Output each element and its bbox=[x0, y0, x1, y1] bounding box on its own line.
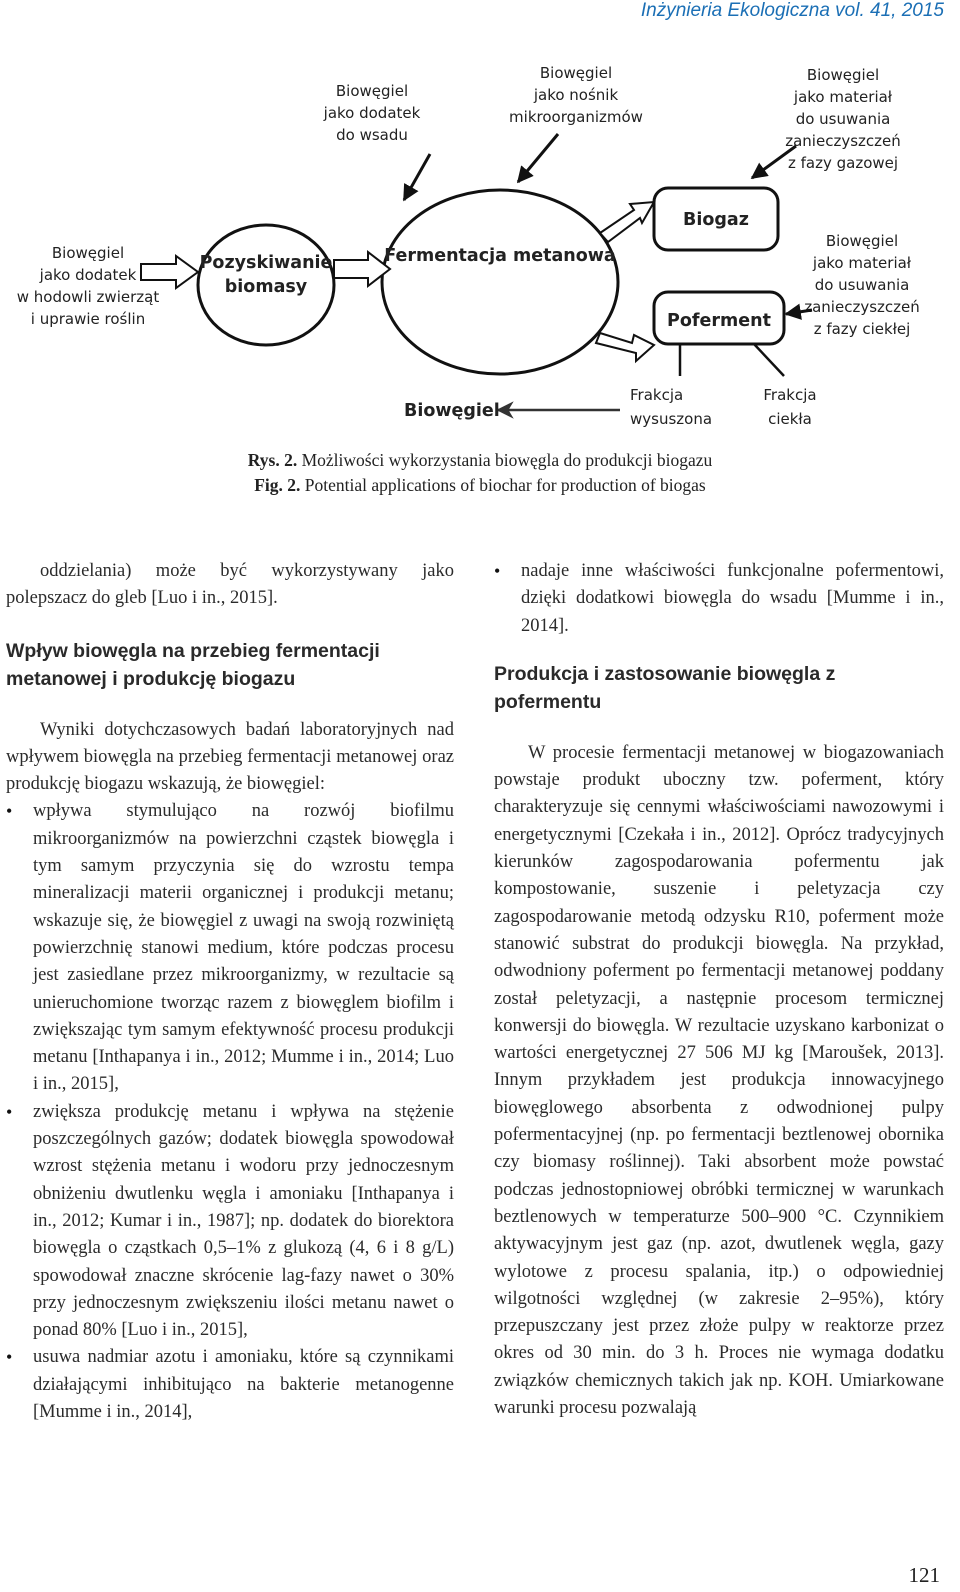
svg-text:mikroorganizmów: mikroorganizmów bbox=[509, 108, 643, 126]
svg-text:biomasy: biomasy bbox=[224, 277, 308, 297]
svg-text:wysuszona: wysuszona bbox=[630, 410, 713, 428]
bullet-item-4: • nadaje inne właściwości funkcjonalne pofermentowi, dzięki dodatkowi biowęgla do wsadu [Mumme i in., 2014]. bbox=[494, 558, 944, 640]
caption-pl-label: Rys. 2. bbox=[247, 450, 298, 470]
journal-header: Inżynieria Ekologiczna vol. 41, 2015 bbox=[640, 0, 944, 21]
bullet-item-3: • usuwa nadmiar azotu i amoniaku, które są czynnikami działającymi inhibitująco na bakterie metanogenne [Mumme i in., 2014], bbox=[6, 1344, 454, 1426]
bullet-item-1: • wpływa stymulująco na rozwój biofilmu mikroorganizmów na powierzchni cząstek biowęgla i tym samym przyczynia się do wzrostu tempa mineralizacji materii organicznej i produkcji metanu; wskazuje się, że biowęgiel z uwagi na swoją rozwiniętą powierzchnię stanowi medium, które podczas procesu jest zasiedlane przez mikroorganizmy, w rezultacie są unieruchomione tworząc razem z biowęglem biofilm i zwiększając tym samym efektywność procesu produkcji metanu [Inthapanya i in., 2012; Mumme i in., 2014; Luo i in., 2015], bbox=[6, 798, 454, 1098]
section-heading-poferment: Produkcja i zastosowanie biowęgla z pofermentu bbox=[494, 662, 836, 713]
bullet-item-2: • zwiększa produkcję metanu i wpływa na stężenie poszczególnych gazów; dodatek biowęgla spowodował wzrost stężenia metanu i wodoru przy jednoczesnym obniżeniu dwutlenku węgla i amoniaku [Inthapanya i in., 2012; Kumar i in., 1987]; np. dodatek do biorektora biowęgla o cząstkach 0,5–1% z glukozą (4, 6 i 8 g/L) spowodował znaczne skrócenie lag-fazy nawet o 30% przy jednoczesnym zwiększeniu ilości metanu nawet o ponad 80% [Luo i in., 2015], bbox=[6, 1099, 454, 1345]
node-fermentation bbox=[382, 190, 618, 374]
svg-text:jako dodatek: jako dodatek bbox=[323, 104, 421, 122]
svg-text:Biowęgiel: Biowęgiel bbox=[539, 64, 613, 82]
svg-text:i uprawie roślin: i uprawie roślin bbox=[30, 310, 146, 328]
caption-en-label: Fig. 2. bbox=[254, 475, 301, 495]
caption-en-text: Potential applications of biochar for production of biogas bbox=[304, 475, 706, 495]
svg-text:Frakcja: Frakcja bbox=[763, 386, 817, 404]
svg-text:Biogaz: Biogaz bbox=[683, 210, 749, 230]
label-biochar-feed-additive bbox=[323, 82, 421, 144]
right-column bbox=[494, 558, 944, 1422]
svg-text:jako materiał: jako materiał bbox=[812, 254, 912, 272]
poferment-split-lines bbox=[680, 344, 784, 376]
svg-text:Biowęgiel: Biowęgiel bbox=[335, 82, 409, 100]
svg-text:Biowęgiel: Biowęgiel bbox=[51, 244, 125, 262]
svg-text:do usuwania: do usuwania bbox=[814, 276, 910, 294]
svg-text:Biowęgiel: Biowęgiel bbox=[806, 66, 880, 84]
label-biochar-carrier bbox=[509, 64, 643, 126]
svg-text:z fazy gazowej: z fazy gazowej bbox=[787, 154, 899, 172]
caption-pl-text: Możliwości wykorzystania biowęgla do produkcji biogazu bbox=[301, 450, 713, 470]
svg-text:do wsadu: do wsadu bbox=[336, 126, 408, 144]
label-biochar-livestock bbox=[17, 244, 160, 328]
figure-caption-en bbox=[0, 475, 960, 496]
label-biochar-product: Biowęgiel bbox=[404, 401, 500, 421]
svg-text:Frakcja: Frakcja bbox=[630, 386, 684, 404]
svg-text:zanieczyszczeń: zanieczyszczeń bbox=[804, 298, 920, 316]
svg-text:Poferment: Poferment bbox=[667, 311, 771, 331]
svg-text:jako materiał: jako materiał bbox=[793, 88, 893, 106]
svg-text:ciekła: ciekła bbox=[768, 410, 812, 428]
svg-text:Biowęgiel: Biowęgiel bbox=[825, 232, 899, 250]
svg-text:Pozyskiwanie: Pozyskiwanie bbox=[199, 253, 333, 273]
label-dried-fraction bbox=[630, 386, 712, 428]
label-biochar-liquid-phase bbox=[804, 232, 920, 338]
right-paragraph-1: W procesie fermentacji metanowej w biogazowaniach powstaje produkt uboczny tzw. poferment, który charakteryzuje się cennymi właściwościami nawozowymi i energetycznymi [Czekała i in., 2012]. Oprócz tradycyjnych kierunków zagospodarowania pofermentu jak kompostowanie, suszenie i peletyzacja czy zagospodarowanie metodą odzysku R10, poferment może stanowić substrat do produkcji biowęgla. Na przykład, odwodniony poferment po fermentacji metanowej poddany został peletyzacji, a następnie procesom termicznej konwersji do biowęgla. W rezultacie uzyskano karbonizat o wartości energetycznej 27 506 MJ kg [Maroušek, 2013]. Innym przykładem jest produkcja innowacyjnego biowęglowego absorbenta z odwodnionej pulpy pofermentacyjnej (np. po fermentacji beztlenowej obornika czy biomasy roślinnej). Taki absorbent może powstać podczas jednostopniowej obróbki termicznej w warunkach beztlenowych w temperaturze 500–900 °C. Czynnikiem aktywacyjnym jest gaz (np. azot, dwutlenek węgla, gazy wylotowe z procesu spalania, itp.) o odpowiedniej wilgotności względnej (w zakresie 2–95%), który przepuszczany jest przez złoże pulpy w reaktorze przez okres od 30 min. do 3 h. Proces nie wymaga dodatku związków chemicznych takich jak np. KOH. Umiarkowane warunki procesu pozwalają bbox=[494, 742, 944, 1419]
svg-text:z fazy ciekłej: z fazy ciekłej bbox=[813, 320, 911, 338]
biochar-applications-diagram bbox=[0, 48, 960, 448]
section-heading-biogas: Wpływ biowęgla na przebieg fermentacji metanowej i produkcję biogazu bbox=[6, 639, 380, 690]
figure-caption-pl bbox=[0, 450, 960, 471]
svg-text:jako dodatek: jako dodatek bbox=[39, 266, 137, 284]
label-biochar-gas-phase bbox=[785, 66, 901, 172]
label-liquid-fraction bbox=[763, 386, 816, 428]
svg-text:zanieczyszczeń: zanieczyszczeń bbox=[785, 132, 901, 150]
page-number: 121 bbox=[908, 1563, 940, 1587]
left-column bbox=[6, 558, 454, 1426]
left-paragraph-2: Wyniki dotychczasowych badań laboratoryjnych nad wpływem biowęgla na przebieg fermentacji metanowej oraz produkcję biogazu wskazują, że biowęgiel: bbox=[6, 719, 454, 795]
svg-text:do usuwania: do usuwania bbox=[795, 110, 891, 128]
svg-text:Fermentacja metanowa: Fermentacja metanowa bbox=[384, 246, 616, 266]
svg-text:w hodowli zwierząt: w hodowli zwierząt bbox=[16, 288, 160, 306]
svg-text:jako nośnik: jako nośnik bbox=[533, 86, 619, 104]
left-paragraph-1: oddzielania) może być wykorzystywany jako polepszacz do gleb [Luo i in., 2015]. bbox=[6, 561, 454, 609]
